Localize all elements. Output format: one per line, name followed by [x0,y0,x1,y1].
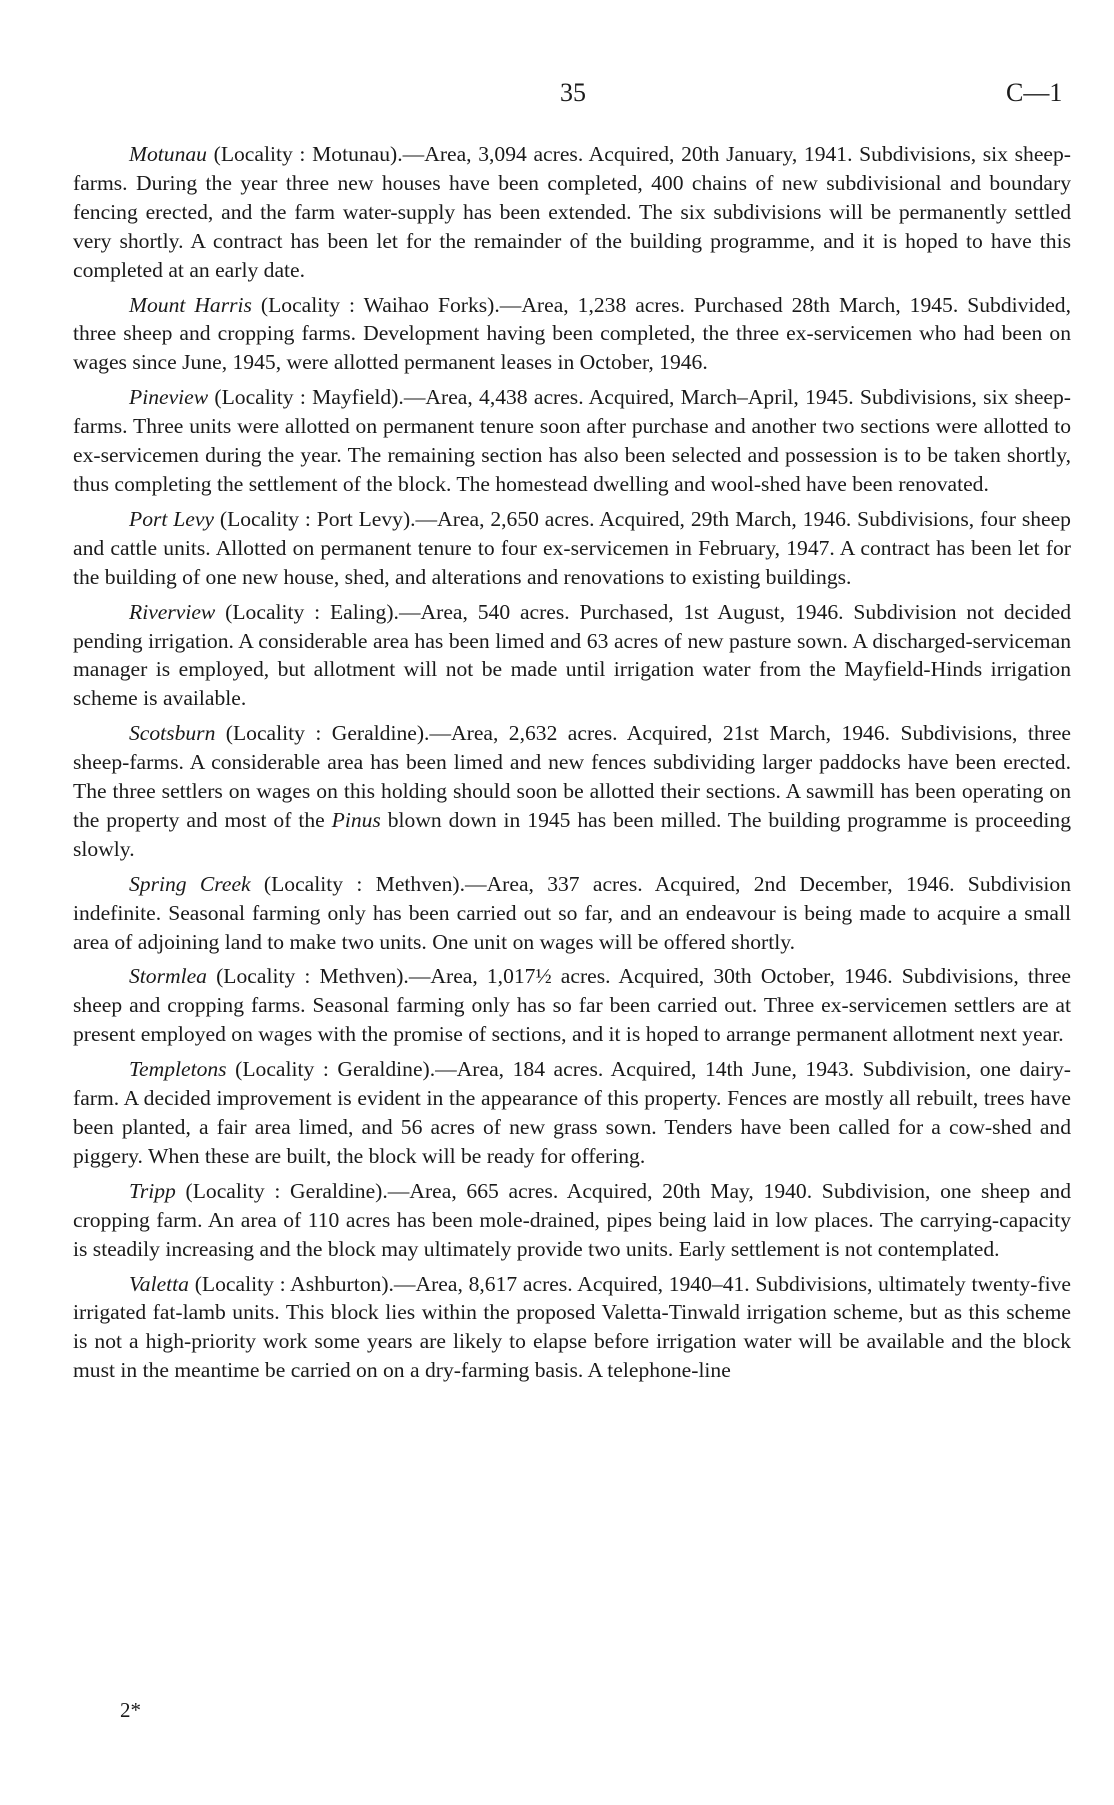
block-name: Pineview [129,385,209,410]
block-name: Tripp [129,1178,176,1203]
block-name: Templetons [129,1057,227,1082]
entry-paragraph [73,140,1071,285]
entry-paragraph [73,1177,1071,1264]
signature-mark: 2* [120,1698,141,1722]
entry-paragraph [73,598,1071,714]
block-name: Mount Harris [129,292,252,317]
entry-paragraph [73,1055,1071,1171]
entry-paragraph [73,505,1071,592]
entry-text: (Locality : Waihao Forks).—Area, 1,238 acres. Purchased 28th March, 1945. Subdivided, three sheep and cropping farms. Development having been completed, the three ex-servicemen who had been on wages since June, 1945, were allotted permanent leases in October, 1946. [73,292,1071,375]
entry-paragraph [73,719,1071,864]
entry-text: (Locality : Methven).—Area, 1,017½ acres. Acquired, 30th October, 1946. Subdivisions, three sheep and cropping farms. Seasonal farming only has so far been carried out. Three ex-servicemen settlers are at present employed on wages with the promise of sections, and it is hoped to arrange permanent allotment next year. [73,964,1071,1047]
block-name: Stormlea [129,964,207,989]
entry-paragraph [73,291,1071,378]
block-name: Port Levy [129,506,215,531]
entry-text: (Locality : Mayfield).—Area, 4,438 acres. Acquired, March–April, 1945. Subdivisions, six sheep-farms. Three units were allotted on permanent tenure soon after purchase and another two sections were allotted to ex-servicemen during the year. The remaining section has also been selected and possession is to be taken shortly, thus completing the settlement of the block. The homestead dwelling and wool-shed have been renovated. [73,385,1071,496]
entry-text: (Locality : Geraldine).—Area, 2,632 acres. Acquired, 21st March, 1946. Subdivisions, three sheep-farms. A considerable area has been limed and new fences subdividing larger paddocks have been erected. The three settlers on wages on this holding should soon be allotted their sections. A sawmill has been operating on the property and most of the [73,721,1071,832]
block-name: Riverview [129,599,216,624]
entry-text: (Locality : Methven).—Area, 337 acres. Acquired, 2nd December, 1946. Subdivision indefinite. Seasonal farming only has been carried out so far, and an endeavour is being made to acquire a small area of adjoining land to make two units. One unit on wages will be offered shortly. [73,871,1072,954]
page-header [0,78,1114,110]
entry-text: (Locality : Ealing).—Area, 540 acres. Purchased, 1st August, 1946. Subdivision not decided pending irrigation. A considerable area has been limed and 63 acres of new pasture sown. A discharged-serviceman manager is employed, but allotment will not be made until irrigation water from the Mayfield-Hinds irrigation scheme is available. [73,599,1071,711]
entry-paragraph [73,870,1071,957]
entry-text: (Locality : Port Levy).—Area, 2,650 acres. Acquired, 29th March, 1946. Subdivisions, four sheep and cattle units. Allotted on permanent tenure to four ex-servicemen in February, 1947. A contract has been let for the building of one new house, shed, and alterations and renovations to existing buildings. [73,506,1071,589]
entry-paragraph [73,962,1071,1049]
italic-term: Pinus [331,807,381,832]
page-number: 35 [560,78,586,107]
document-body [73,140,1071,1391]
block-name: Scotsburn [129,721,216,746]
entry-paragraph [73,1270,1071,1386]
entry-text: (Locality : Geraldine).—Area, 184 acres. Acquired, 14th June, 1943. Subdivision, one dairy-farm. A decided improvement is evident in the appearance of this property. Fences are mostly all rebuilt, trees have been planted, a fair area limed, and 56 acres of new grass sown. Tenders have been called for a cow-shed and piggery. When these are built, the block will be ready for offering. [73,1057,1071,1168]
entry-text-continued: blown down in 1945 has been milled. The building programme is proceeding slowly. [73,807,1071,861]
entry-text: (Locality : Geraldine).—Area, 665 acres. Acquired, 20th May, 1940. Subdivision, one sheep and cropping farm. An area of 110 acres has been mole-drained, pipes being laid in low places. The carrying-capacity is steadily increasing and the block may ultimately provide two units. Early settlement is not contemplated. [73,1178,1071,1261]
entry-text: (Locality : Ashburton).—Area, 8,617 acres. Acquired, 1940–41. Subdivisions, ultimately twenty-five irrigated fat-lamb units. This block lies within the proposed Valetta-Tinwald irrigation scheme, but as this scheme is not a high-priority work some years are likely to elapse before irrigation water will be available and the block must in the meantime be carried on on a dry-farming basis. A telephone-line [73,1271,1071,1383]
entry-paragraph [73,383,1071,499]
document-reference: C—1 [1006,78,1063,107]
block-name: Valetta [129,1271,189,1296]
block-name: Motunau [129,142,207,166]
entry-text: (Locality : Motunau).—Area, 3,094 acres. Acquired, 20th January, 1941. Subdivisions, six sheep-farms. During the year three new houses have been completed, 400 chains of new subdivisional and boundary fencing erected, and the farm water-supply has been extended. The six subdivisions will be permanently settled very shortly. A contract has been let for the remainder of the building programme, and it is hoped to have this completed at an early date. [73,142,1071,282]
block-name: Spring Creek [129,871,251,896]
